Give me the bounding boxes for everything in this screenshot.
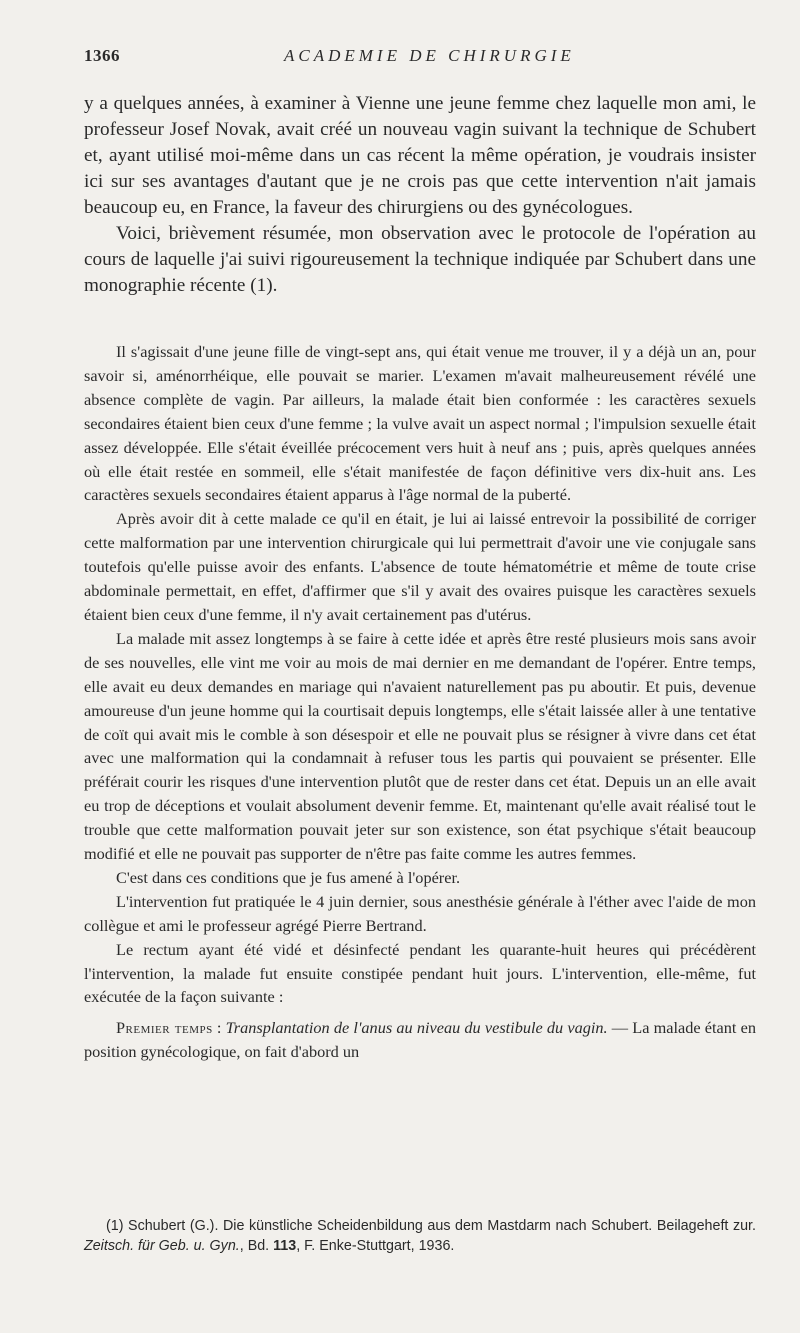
section-title: Transplantation de l'anus au niveau du vestibule du vagin. [225, 1018, 608, 1038]
section-colon: : [212, 1018, 226, 1038]
section-text: — La malade étant en position gynécologique, on fait d'abord un [84, 1018, 756, 1062]
running-head: ACADEMIE DE CHIRURGIE [284, 46, 575, 65]
page-number: 1366 [84, 46, 120, 65]
section-spacer [84, 1009, 756, 1016]
observation-paragraph-6: Le rectum ayant été vidé et désinfecté pendant les quarante-huit heures qui précédèrent l'intervention, la malade fut ensuite constipée pendant huit jours. L'intervention, elle-même, fut exécutée de la façon suivante : [84, 939, 756, 1007]
observation-paragraph-1: Il s'agissait d'une jeune fille de vingt-sept ans, qui était venue me trouver, il y a déjà un an, pour savoir si, aménorrhéique, elle pouvait se marier. L'examen m'avait malheureusement révélé une absence complète de vagin. Par ailleurs, la malade était bien conformée : les caractères sexuels secondaires étaient bien ceux d'une femme ; la vulve avait un aspect normal ; l'impulsion sexuelle était assez développée. Elle s'était éveillée précocement vers huit à neuf ans ; puis, après quelques années où elle était restée en sommeil, elle s'était manifestée de façon définitive vers dix-huit ans. Les caractères sexuels secondaires étaient apparus à l'âge normal de la puberté. [84, 342, 756, 505]
observation-paragraph-4: C'est dans ces conditions que je fus amené à l'opérer. [116, 867, 461, 887]
footnote-author: Schubert (G.). Die künstliche Scheidenbildung aus dem Mastdarm nach Schubert. Beilageheft zur. [128, 1218, 756, 1234]
intro-paragraph-1: y a quelques années, à examiner à Vienne une jeune femme chez laquelle mon ami, le professeur Josef Novak, avait créé un nouveau vagin suivant la technique de Schubert et, ayant utilisé moi-même dans un cas récent la même opération, je voudrais insister ici sur ses avantages d'autant que je ne crois pas que cette intervention n'ait jamais beaucoup eu, en France, la faveur des chirurgiens ou des gynécologues. [84, 93, 756, 218]
intro-text [84, 91, 756, 299]
page-header [84, 44, 760, 74]
footnote-journal: Zeitsch. für Geb. u. Gyn. [84, 1238, 240, 1254]
section-label: Premier temps [116, 1018, 213, 1038]
footnote-volume: 113 [273, 1238, 297, 1254]
observation-paragraph-2: Après avoir dit à cette malade ce qu'il en était, je lui ai laissé entrevoir la possibilité de corriger cette malformation par une intervention chirurgicale qui lui permettrait d'avoir une vie conjugale sans toutefois qu'elle puisse avoir des enfants. L'absence de toute hématométrie et même de toute crise abdominale permettait, en effet, d'affirmer que s'il y avait des ovaires puisque les caractères sexuels étaient bien ceux d'une femme, il n'y avait certainement pas d'utérus. [84, 509, 756, 624]
footnote-bd: , Bd. [239, 1238, 274, 1254]
observation-text [84, 340, 756, 1064]
observation-paragraph-3: La malade mit assez longtemps à se faire à cette idée et après être resté plusieurs mois sans avoir de ses nouvelles, elle vint me voir au mois de mai dernier en me demandant de l'opérer. Entre temps, elle avait eu deux demandes en mariage qui n'avaient naturellement pas pu aboutir. Et puis, devenue amoureuse d'un jeune homme qui la courtisait depuis longtemps, elle s'était laissée aller à une tentative de coït qui avait mis le comble à son désespoir et elle ne pouvait plus se résigner à vivre dans cet état avec une malformation qui la condamnait à refuser tous les partis qui pouvaient se présenter. Elle préférait courir les risques d'une intervention plutôt que de rester dans cet état. Depuis un an elle avait eu trop de déceptions et voulait absolument devenir femme. Et, maintenant qu'elle avait réalisé tout le trouble que cette malformation pouvait jeter sur son existence, son état psychique s'était beaucoup modifié et elle ne pouvait pas supporter de n'être pas faite comme les autres femmes. [84, 628, 756, 864]
section-premier-temps [84, 1016, 756, 1064]
intro-paragraph-2: Voici, brièvement résumée, mon observation avec le protocole de l'opération au cours de laquelle j'ai suivi rigoureusement la technique indiquée par Schubert dans une monographie récente (1). [84, 223, 756, 296]
footnote [84, 1216, 756, 1256]
footnote-marker: (1) [106, 1218, 129, 1234]
footnote-rest: , F. Enke-Stuttgart, 1936. [296, 1238, 455, 1254]
observation-paragraph-5: L'intervention fut pratiquée le 4 juin dernier, sous anesthésie générale à l'éther avec l'aide de mon collègue et ami le professeur agrégé Pierre Bertrand. [84, 891, 756, 935]
